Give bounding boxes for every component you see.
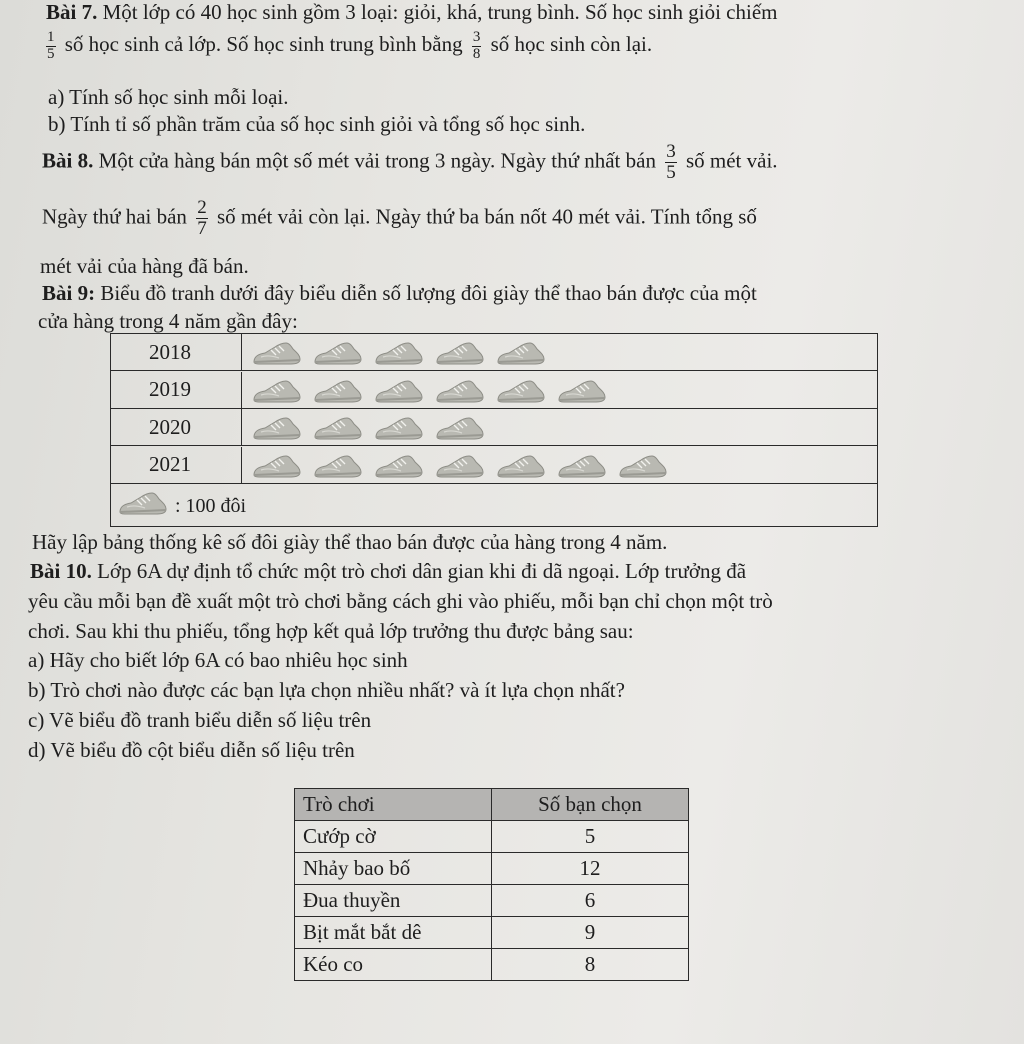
year-label: 2018 (111, 334, 242, 370)
sneaker-icon (617, 451, 669, 481)
count-cell: 5 (492, 821, 689, 853)
pictograph-row (111, 334, 877, 371)
bai7-text3: số học sinh còn lại. (490, 32, 653, 57)
bai10-question-d: d) Vẽ biểu đồ cột biểu diễn số liệu trên (28, 738, 355, 762)
bai7-label: Bài 7. (46, 0, 98, 24)
bai10-question-c: c) Vẽ biểu đồ tranh biểu diễn số liệu trên (28, 708, 372, 732)
bai7-line2 (42, 30, 652, 63)
legend-text: : 100 đôi (175, 495, 247, 517)
bai9-text1: Biểu đồ tranh dưới đây biểu diễn số lượng đôi giày thể thao bán được của một (100, 281, 757, 305)
fraction-2-7 (196, 198, 208, 239)
fraction-3-8 (472, 30, 482, 63)
header-count: Số bạn chọn (492, 789, 689, 821)
bai7-text1: Một lớp có 40 học sinh gồm 3 loại: giỏi, khá, trung bình. Số học sinh giỏi chiếm (102, 0, 778, 24)
sneaker-icon (556, 376, 608, 406)
bai10-line1 (30, 561, 746, 582)
fraction-denominator: 8 (472, 45, 481, 62)
count-cell: 8 (492, 949, 689, 981)
game-cell: Cướp cờ (295, 821, 492, 853)
bai8-line2 (42, 198, 757, 239)
bai9-line2: cửa hàng trong 4 năm gần đây: (38, 309, 298, 333)
pictograph-chart (110, 333, 878, 527)
pictograph-row (111, 409, 877, 446)
sneaker-icon (495, 338, 547, 368)
bai8-text1: Một cửa hàng bán một số mét vải trong 3 ngày. Ngày thứ nhất bán (98, 148, 656, 173)
table-row (295, 949, 689, 981)
fraction-denominator: 5 (47, 45, 55, 62)
bai10-line3: chơi. Sau khi thu phiếu, tổng hợp kết quả lớp trưởng thu được bảng sau: (28, 619, 634, 643)
sneaker-icon (373, 376, 425, 406)
fraction-numerator: 2 (197, 197, 207, 218)
game-cell: Đua thuyền (295, 885, 492, 917)
game-cell: Kéo co (295, 949, 492, 981)
fraction-numerator: 3 (472, 29, 481, 45)
fraction-numerator: 3 (666, 141, 676, 162)
bai9-line1 (42, 283, 757, 304)
bai8-label: Bài 8. (42, 148, 94, 173)
sneaker-icon (373, 413, 425, 443)
fraction-1-5 (46, 30, 56, 63)
year-label: 2020 (111, 409, 242, 445)
bai10-line2: yêu cầu mỗi bạn đề xuất một trò chơi bằng cách ghi vào phiếu, mỗi bạn chỉ chọn một trò (28, 589, 773, 613)
year-label: 2019 (111, 372, 242, 408)
sneaker-icon (495, 451, 547, 481)
sneaker-icon (373, 451, 425, 481)
bai10-question-b: b) Trò chơi nào được các bạn lựa chọn nhiều nhất? và ít lựa chọn nhất? (28, 678, 625, 702)
pictograph-row (111, 447, 877, 484)
sneaker-icon (556, 451, 608, 481)
sneaker-icon (495, 376, 547, 406)
sneaker-icon (117, 488, 169, 518)
table-row (295, 917, 689, 949)
bai7-text2: số học sinh cả lớp. Số học sinh trung bình bằng (64, 32, 463, 57)
table-row (295, 821, 689, 853)
sneaker-icon (251, 413, 303, 443)
sneaker-icon (251, 451, 303, 481)
bai7-question-b: b) Tính tỉ số phần trăm của số học sinh giỏi và tổng số học sinh. (48, 112, 586, 136)
fraction-3-5 (665, 142, 677, 183)
bai8-line1 (42, 142, 778, 183)
bai7-line1 (46, 2, 778, 23)
bai8-text2-end: số mét vải còn lại. Ngày thứ ba bán nốt 40 mét vải. Tính tổng số (216, 204, 757, 229)
sneaker-icon (434, 451, 486, 481)
game-cell: Bịt mắt bắt dê (295, 917, 492, 949)
sneaker-icon (373, 338, 425, 368)
sneaker-icon (434, 338, 486, 368)
sneaker-icon (312, 338, 364, 368)
table-row (295, 853, 689, 885)
bai10-label: Bài 10. (30, 559, 92, 583)
pictograph-legend (111, 484, 877, 524)
table-header-row (295, 789, 689, 821)
bai8-text2: Ngày thứ hai bán (42, 204, 187, 229)
fraction-denominator: 7 (197, 217, 207, 239)
bai9-label: Bài 9: (42, 281, 96, 305)
sneaker-icon (312, 451, 364, 481)
count-cell: 9 (492, 917, 689, 949)
sneaker-icon (434, 376, 486, 406)
count-cell: 12 (492, 853, 689, 885)
sneaker-icon (251, 376, 303, 406)
sneaker-icon (251, 338, 303, 368)
bai8-text1-end: số mét vải. (685, 148, 778, 173)
year-label: 2021 (111, 447, 242, 483)
count-cell: 6 (492, 885, 689, 917)
bai8-line3: mét vải của hàng đã bán. (40, 254, 249, 278)
table-row (295, 885, 689, 917)
game-cell: Nhảy bao bố (295, 853, 492, 885)
sneaker-icon (434, 413, 486, 443)
bai10-text1: Lớp 6A dự định tổ chức một trò chơi dân gian khi đi dã ngoại. Lớp trưởng đã (97, 559, 747, 583)
header-game: Trò chơi (295, 789, 492, 821)
sneaker-icon (312, 376, 364, 406)
bai9-question: Hãy lập bảng thống kê số đôi giày thể thao bán được của hàng trong 4 năm. (32, 530, 668, 554)
bai7-question-a: a) Tính số học sinh mỗi loại. (48, 85, 289, 109)
pictograph-row (111, 372, 877, 409)
fraction-numerator: 1 (47, 29, 55, 45)
games-table (294, 788, 689, 981)
sneaker-icon (312, 413, 364, 443)
bai10-question-a: a) Hãy cho biết lớp 6A có bao nhiêu học sinh (28, 648, 408, 672)
fraction-denominator: 5 (666, 161, 676, 183)
